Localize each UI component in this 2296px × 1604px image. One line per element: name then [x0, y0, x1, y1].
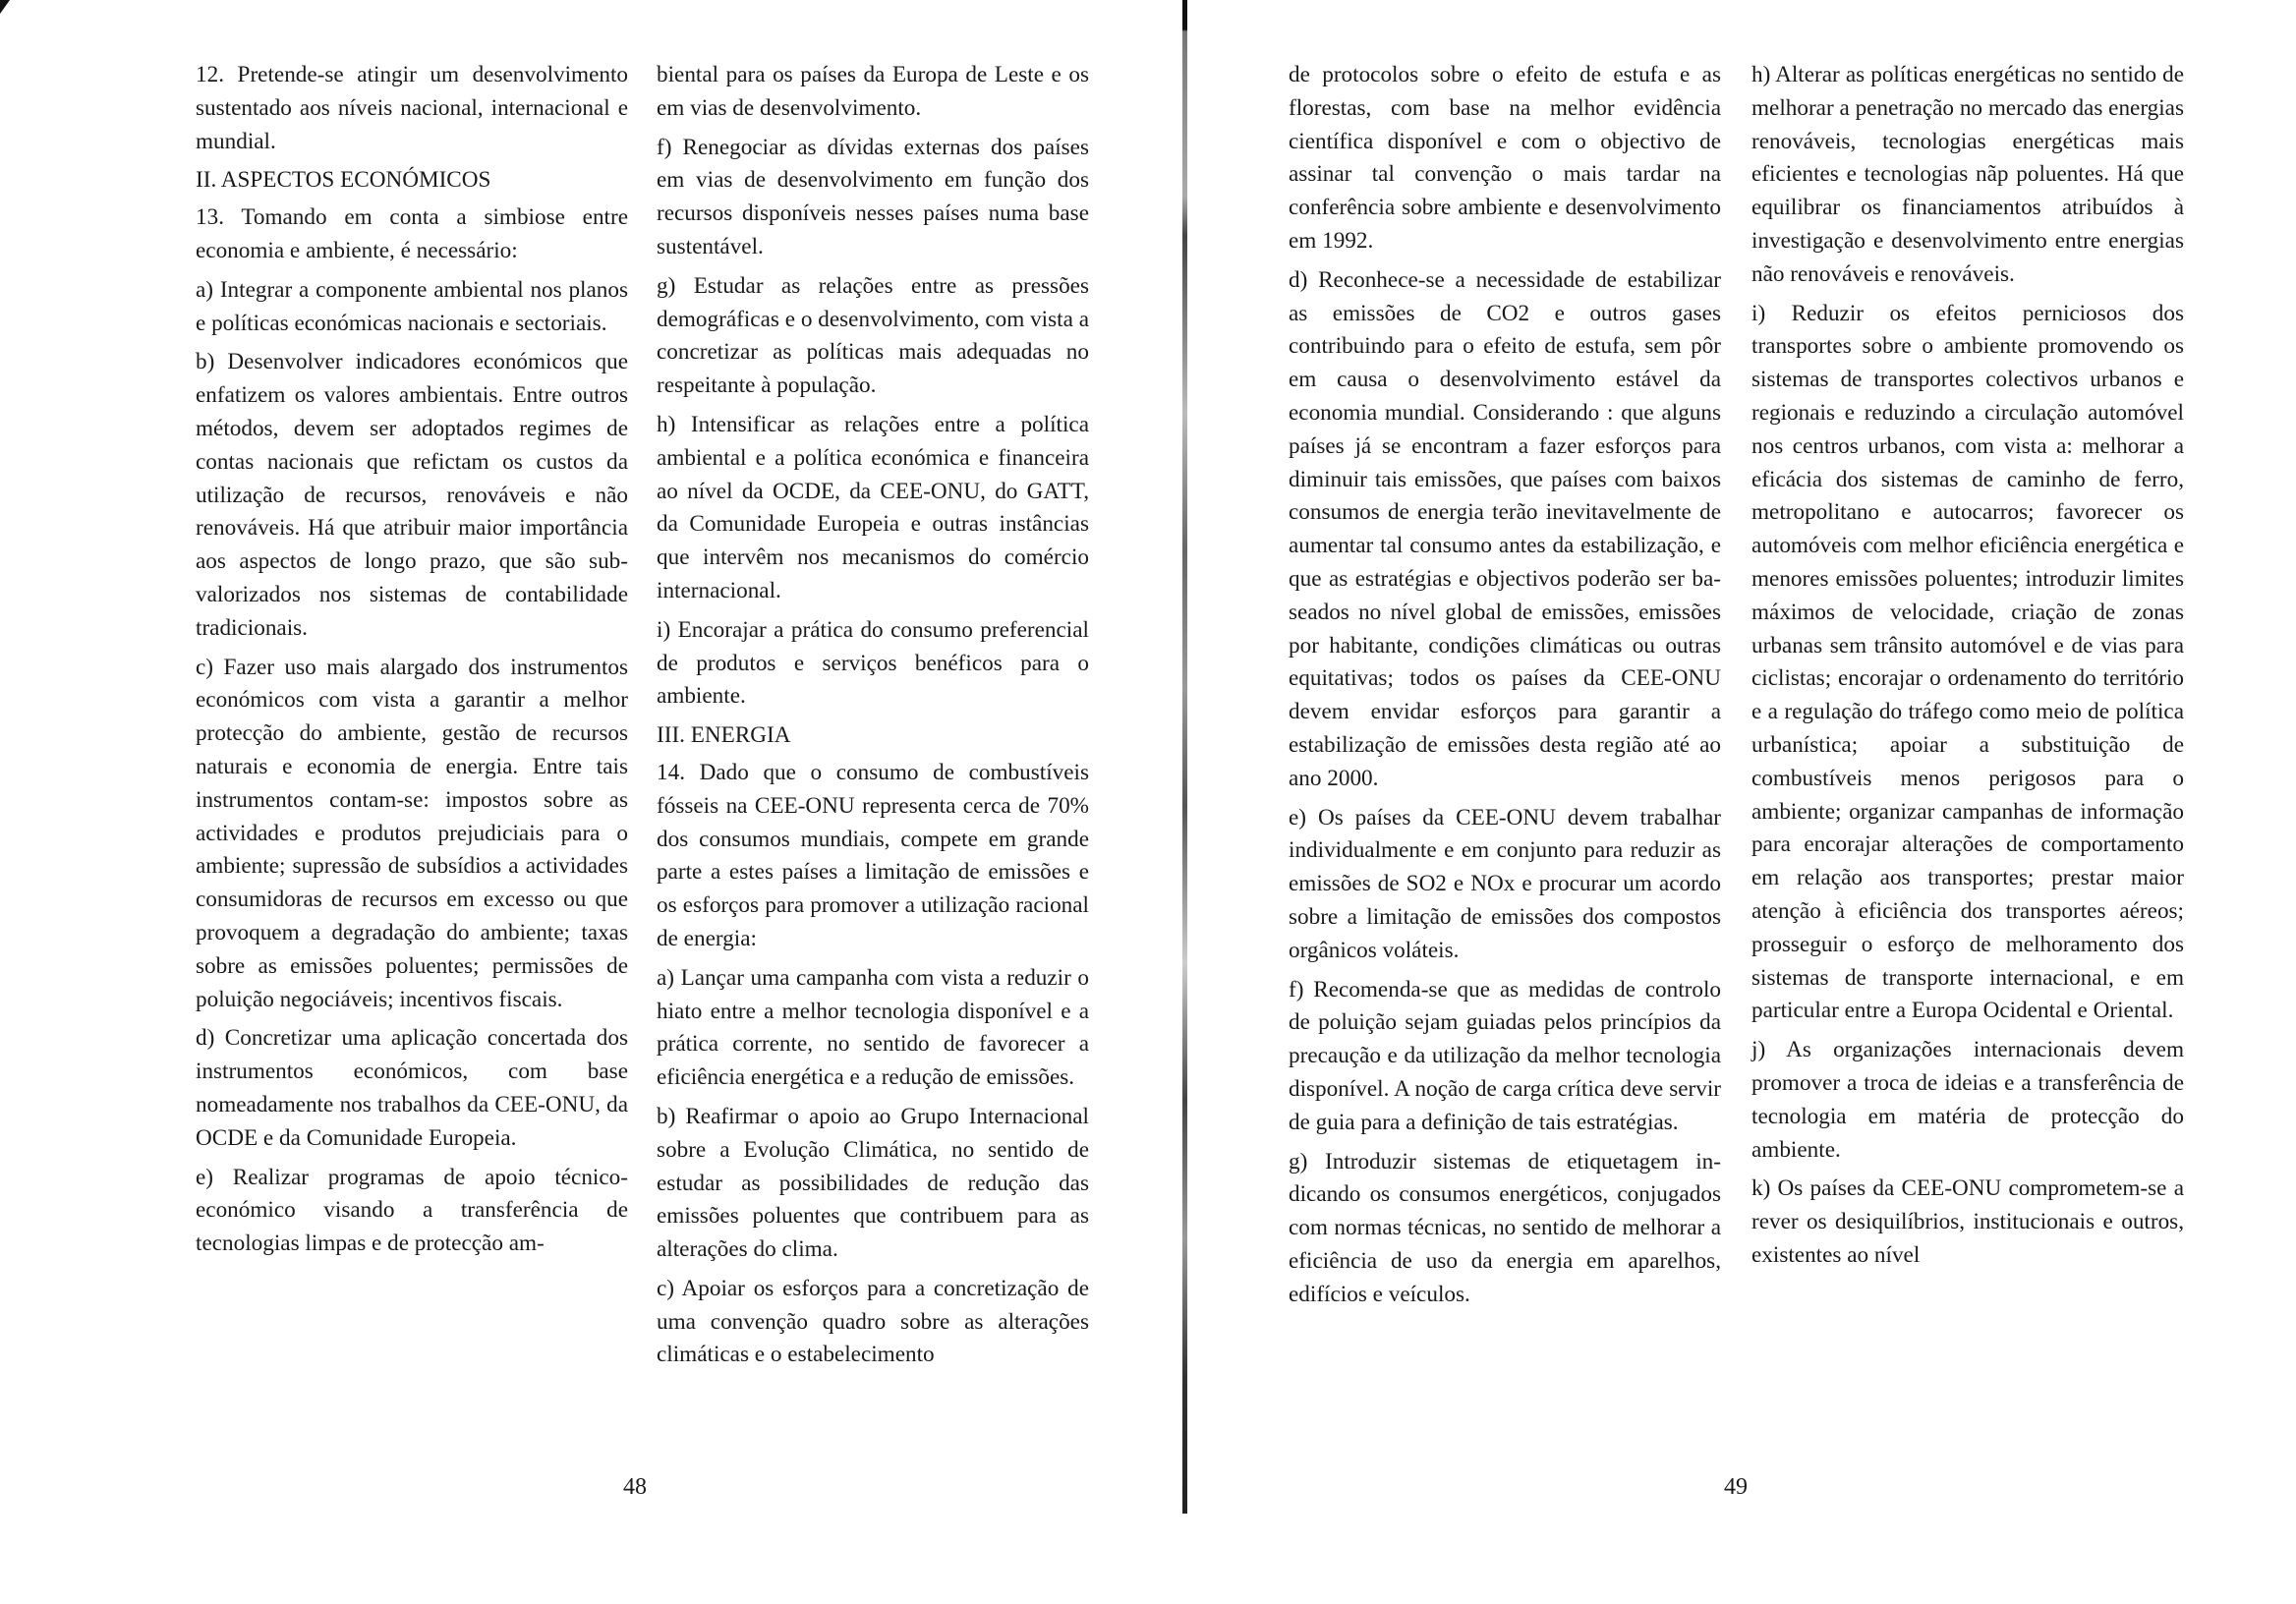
item-13h: h) Intensificar as relações entre a política ambiental e a política económica e financeira ao nível da OCDE, da CEE-ONU, do GATT, da Comunidade Europeia e outras instâncias que intervêm nos mecanismos do comércio internacional. — [657, 411, 1089, 603]
item-14a: a) Lançar uma campanha com vista a reduzir o hiato entre a melhor tecnologia disponível e a prática corrente, no sentido de favorecer a eficiência energética e a redução de emissões. — [657, 964, 1089, 1091]
item-13e: e) Realizar programas de apoio técnico-económico visando a transferência de tecnologias limpas e de protecção am- — [196, 1164, 628, 1257]
right-page-column-1 — [1289, 59, 1721, 1317]
item-13i: i) Encorajar a prática do consumo preferencial de produtos e serviços benéficos para o ambiente. — [657, 616, 1089, 710]
item-14f: f) Recomenda-se que as medidas de controlo de poluição sejam guiadas pelos princípios da precaução e da utilização da melhor tecnologia disponível. A noção de carga crítica deve servir de guia para a definição de tais estratégias. — [1289, 976, 1721, 1135]
book-gutter — [1182, 0, 1187, 1514]
item-13a: a) Integrar a componente ambiental nos planos e políticas económicas nacionais e sectoriais. — [196, 276, 628, 336]
left-page-column-1 — [196, 59, 628, 1267]
item-13g: g) Estudar as relações entre as pressões demográficas e o desenvolvimento, com vista a concretizar as políticas mais adequadas no respeitante à população. — [657, 272, 1089, 399]
item-14j: j) As organizações internacionais devem promover a troca de ideias e a transferência de tecnologia em matéria de protecção do ambiente. — [1751, 1037, 2184, 1163]
item-14e: e) Os países da CEE-ONU devem trabalhar individualmente e em conjunto para reduzir as emissões de SO2 e NOx e procurar um acordo sobre a limitação de emissões dos compostos orgânicos voláteis. — [1289, 804, 1721, 963]
item-14h: h) Alterar as políticas energéticas no sentido de melhorar a penetração no mercado das energias renováveis, tecnologias energéticas mais eficientes e tecnologias nãp poluentes. Há que equilibrar os financiamentos atribuídos à investigação e desenvolvimento entre energias não renováveis e renováveis. — [1751, 62, 2184, 287]
page-number-right: 49 — [1724, 1474, 1748, 1500]
paragraph-12: 12. Pretende-se atingir um desenvolvimento sustentado aos níveis nacional, internacional e mundial. — [196, 62, 628, 154]
section-heading-aspectos-economicos: II. ASPECTOS ECONÓMICOS — [196, 167, 491, 194]
item-13f: f) Renegociar as dívidas externas dos países em vias de desenvolvimento em função dos recursos disponíveis nesses países numa base sustentável. — [657, 134, 1089, 259]
left-page-column-2 — [657, 59, 1089, 1378]
paragraph-14: 14. Dado que o consumo de combustíveis fósseis na CEE-ONU representa cerca de 70% dos consumos mundiais, compete em grande parte a estes países a limitação de emissões e os esforços para promover a utilização racional de energia: — [657, 759, 1089, 951]
item-13d: d) Concretizar uma aplicação concertada dos instrumentos económicos, com base nomeadamente nos trabalhos da CEE-ONU, da OCDE e da Comunidade Europeia. — [196, 1025, 628, 1151]
item-13b: b) Desenvolver indicadores económicos que enfatizem os valores ambientais. Entre outros métodos, devem ser adoptados regimes de contas nacionais que refictam os custos da utilização de recursos, renováveis e não renováveis. Há que atribuir maior importância aos aspectos de longo prazo, que são sub-valorizados nos sistemas de contabilidade tradicionais. — [196, 349, 628, 641]
page-number-left: 48 — [623, 1474, 647, 1500]
item-13e-continued: biental para os países da Europa de Leste e os em vias de desenvolvimento. — [657, 62, 1089, 121]
scan-corner-mark — [0, 0, 10, 14]
item-13c: c) Fazer uso mais alargado dos instrumentos económicos com vista a garantir a melhor protecção do ambiente, gestão de recursos naturais e economia de energia. Entre tais instrumentos contam-se: impostos sobre as actividades e produtos prejudiciais para o ambiente; supressão de subsídios a actividades consumidoras de recursos em excesso ou que provoquem a degradação do ambiente; taxas sobre as emissões poluentes; permissões de poluição negociáveis; incentivos fiscais. — [196, 654, 628, 1012]
section-heading-energia: III. ENERGIA — [657, 722, 791, 749]
item-14c-continued: de protocolos sobre o efeito de estufa e as florestas, com base na melhor evidência científica disponível e com o objectivo de assinar tal convenção o mais tardar na conferência sobre ambiente e desenvolvimento em 1992. — [1289, 62, 1721, 254]
right-page-column-2 — [1751, 59, 2184, 1279]
paragraph-13: 13. Tomando em conta a simbiose entre economia e ambiente, é necessário: — [196, 204, 628, 263]
item-14c: c) Apoiar os esforços para a concretização de uma convenção quadro sobre as alterações climáticas e o estabelecimento — [657, 1275, 1089, 1368]
item-14i: i) Reduzir os efeitos perniciosos dos transportes sobre o ambiente promovendo os sistemas de transportes colectivos urbanos e regionais e reduzindo a circulação automóvel nos centros urbanos, com vista a: melhorar a eficácia dos sistemas de caminho de ferro, metropolitano e autocarros; favorecer os automóveis com melhor eficiência energética e menores emissões poluentes; introduzir limites máximos de velocidade, criação de zonas urbanas sem trânsito automóvel e de vias para ciclistas; encorajar o ordenamento do território e a regulação do tráfego como meio de política urbanística; apoiar a substituição de combustíveis menos perigosos para o ambiente; organizar campanhas de informação para encorajar alterações de comportamento em relação aos transportes; prestar maior atenção à eficiência dos transportes aéreos; prosseguir o esforço de melhoramento dos sistemas de transporte internacional, e em particular entre a Europa Ocidental e Oriental. — [1751, 300, 2184, 1024]
item-14k: k) Os países da CEE-ONU comprometem-se a rever os desiquilíbrios, institucionais e outros, existentes ao nível — [1751, 1175, 2184, 1268]
item-14d: d) Reconhece-se a necessidade de estabilizar as emissões de CO2 e outros gases contribuindo para o efeito de estufa, sem pôr em causa o desenvolvimento estável da economia mundial. Considerando : que alguns países já se encontram a fazer esforços para diminuir tais emissões, que países com baixos consumos de energia terão inevitavelmente de aumentar tal consumo antes da estabilização, e que as estratégias e objectivos poderão ser baseados no nível global de emissões, emissões por habitante, condições climáticas ou outras equitativas; todos os países da CEE-ONU devem envidar esforços para garantir a estabilização de emissões desta região até ao ano 2000. — [1289, 266, 1721, 791]
item-14b: b) Reafirmar o apoio ao Grupo Internacional sobre a Evolução Climática, no sentido de estudar as possibilidades de redução das emissões poluentes que contribuem para as alterações do clima. — [657, 1103, 1089, 1263]
item-14g: g) Introduzir sistemas de etiquetagem indicando os consumos energéticos, conjugados com normas técnicas, no sentido de melhorar a eficiência de uso da energia em aparelhos, edifícios e veículos. — [1289, 1148, 1721, 1307]
